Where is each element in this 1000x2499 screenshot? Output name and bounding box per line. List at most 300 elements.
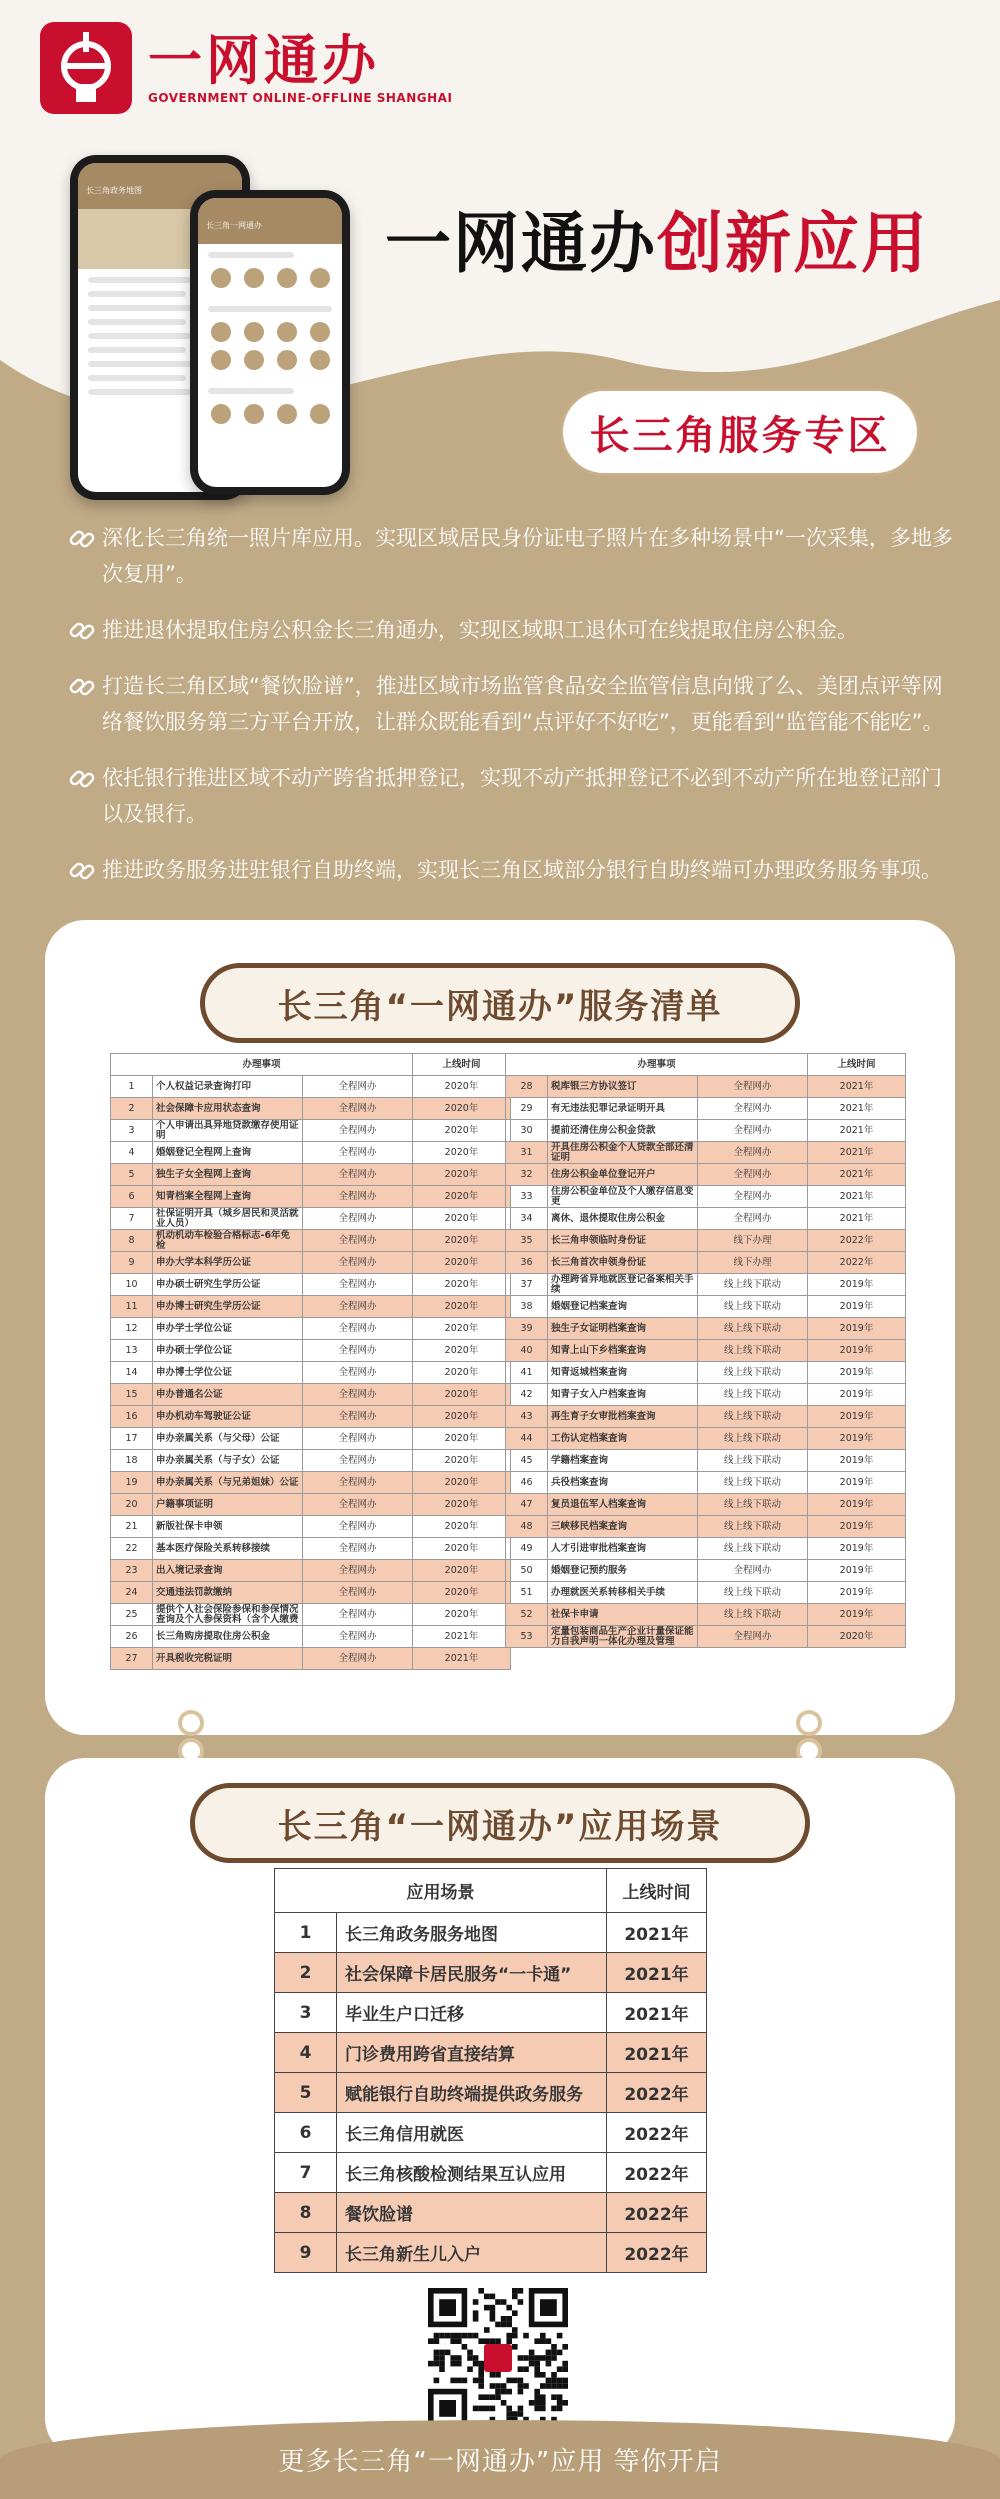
row-year: 2022年 xyxy=(808,1230,906,1252)
table-row xyxy=(275,1913,707,1953)
row-number: 38 xyxy=(506,1296,548,1318)
table-row xyxy=(111,1142,511,1164)
brand-logo xyxy=(40,22,452,114)
row-mode: 全程网办 xyxy=(698,1142,808,1164)
row-year: 2021年 xyxy=(808,1076,906,1098)
row-year: 2019年 xyxy=(808,1582,906,1604)
row-item: 申办博士研究生学历公证 xyxy=(153,1296,303,1318)
link-icon xyxy=(62,524,102,554)
row-item: 申办硕士学位公证 xyxy=(153,1340,303,1362)
row-mode: 线下办理 xyxy=(698,1230,808,1252)
row-year: 2020年 xyxy=(413,1516,511,1538)
table-row xyxy=(111,1274,511,1296)
row-mode: 线上线下联动 xyxy=(698,1296,808,1318)
table-row xyxy=(111,1582,511,1604)
row-year: 2019年 xyxy=(808,1340,906,1362)
table-row xyxy=(111,1648,511,1670)
link-icon xyxy=(62,856,102,886)
row-scene: 长三角核酸检测结果互认应用 xyxy=(337,2153,607,2193)
row-mode: 线下办理 xyxy=(698,1252,808,1274)
row-number: 31 xyxy=(506,1142,548,1164)
row-number: 10 xyxy=(111,1274,153,1296)
row-number: 19 xyxy=(111,1472,153,1494)
table-row xyxy=(506,1142,906,1164)
row-number: 8 xyxy=(111,1230,153,1252)
feature-bullets xyxy=(62,520,962,908)
row-year: 2020年 xyxy=(413,1384,511,1406)
table-row xyxy=(111,1076,511,1098)
bullet-item: 深化长三角统一照片库应用。实现区域居民身份证电子照片在多种场景中“一次采集，多地多次复用”。 xyxy=(62,520,962,592)
row-number: 28 xyxy=(506,1076,548,1098)
row-number: 30 xyxy=(506,1120,548,1142)
table-row xyxy=(506,1164,906,1186)
row-number: 4 xyxy=(275,2033,337,2073)
table-row xyxy=(506,1186,906,1208)
row-item: 交通违法罚款缴纳 xyxy=(153,1582,303,1604)
row-item: 申办亲属关系（与子女）公证 xyxy=(153,1450,303,1472)
qr-code[interactable] xyxy=(428,2288,568,2428)
row-mode: 全程网办 xyxy=(698,1120,808,1142)
row-scene: 赋能银行自助终端提供政务服务 xyxy=(337,2073,607,2113)
table-row xyxy=(506,1604,906,1626)
row-year: 2021年 xyxy=(808,1186,906,1208)
service-table-left xyxy=(110,1053,511,1670)
col-header-date: 上线时间 xyxy=(607,1869,707,1913)
table-row xyxy=(111,1318,511,1340)
row-mode: 全程网办 xyxy=(303,1538,413,1560)
row-mode: 全程网办 xyxy=(303,1164,413,1186)
row-year: 2021年 xyxy=(808,1098,906,1120)
table-row xyxy=(111,1626,511,1648)
row-year: 2020年 xyxy=(413,1076,511,1098)
row-item: 申办硕士研究生学历公证 xyxy=(153,1274,303,1296)
row-year: 2020年 xyxy=(413,1208,511,1230)
row-scene: 长三角新生儿入户 xyxy=(337,2233,607,2273)
row-year: 2020年 xyxy=(413,1142,511,1164)
row-item: 社会保障卡应用状态查询 xyxy=(153,1098,303,1120)
row-item: 开具住房公积金个人贷款全部还清证明 xyxy=(548,1142,698,1164)
table-row xyxy=(111,1230,511,1252)
footer-text: 更多长三角“一网通办”应用 等你开启 xyxy=(278,2447,722,2477)
row-number: 34 xyxy=(506,1208,548,1230)
table-row xyxy=(275,2073,707,2113)
row-item: 税库银三方协议签订 xyxy=(548,1076,698,1098)
row-number: 4 xyxy=(111,1142,153,1164)
row-year: 2019年 xyxy=(808,1516,906,1538)
table-row xyxy=(506,1340,906,1362)
row-mode: 全程网办 xyxy=(698,1560,808,1582)
row-number: 8 xyxy=(275,2193,337,2233)
row-number: 33 xyxy=(506,1186,548,1208)
table-row xyxy=(506,1582,906,1604)
row-item: 机动机动车检验合格标志-6年免检 xyxy=(153,1230,303,1252)
row-item: 申办大学本科学历公证 xyxy=(153,1252,303,1274)
row-item: 三峡移民档案查询 xyxy=(548,1516,698,1538)
table-row xyxy=(111,1252,511,1274)
row-mode: 线上线下联动 xyxy=(698,1362,808,1384)
row-mode: 线上线下联动 xyxy=(698,1384,808,1406)
row-mode: 全程网办 xyxy=(303,1384,413,1406)
row-mode: 全程网办 xyxy=(303,1582,413,1604)
link-icon xyxy=(62,616,102,646)
row-mode: 全程网办 xyxy=(303,1472,413,1494)
row-item: 开具税收完税证明 xyxy=(153,1648,303,1670)
row-mode: 全程网办 xyxy=(303,1340,413,1362)
row-year: 2022年 xyxy=(607,2233,707,2273)
row-year: 2020年 xyxy=(413,1582,511,1604)
table-row xyxy=(111,1604,511,1626)
row-year: 2021年 xyxy=(607,2033,707,2073)
row-mode: 线上线下联动 xyxy=(698,1516,808,1538)
row-year: 2020年 xyxy=(413,1428,511,1450)
row-year: 2020年 xyxy=(413,1538,511,1560)
row-mode: 全程网办 xyxy=(303,1626,413,1648)
row-year: 2019年 xyxy=(808,1560,906,1582)
row-mode: 全程网办 xyxy=(303,1274,413,1296)
phone-b-title: 长三角一网通办 xyxy=(198,198,342,244)
table-row xyxy=(111,1472,511,1494)
table-row xyxy=(111,1164,511,1186)
row-item: 兵役档案查询 xyxy=(548,1472,698,1494)
row-number: 39 xyxy=(506,1318,548,1340)
row-mode: 全程网办 xyxy=(698,1164,808,1186)
table-row xyxy=(506,1538,906,1560)
row-year: 2021年 xyxy=(808,1164,906,1186)
row-item: 住房公积金单位登记开户 xyxy=(548,1164,698,1186)
row-number: 7 xyxy=(275,2153,337,2193)
brand-name: 一网通办 xyxy=(148,29,380,92)
table-row xyxy=(275,1993,707,2033)
row-item: 婚姻登记档案查询 xyxy=(548,1296,698,1318)
row-item: 复员退伍军人档案查询 xyxy=(548,1494,698,1516)
table-row xyxy=(111,1560,511,1582)
row-number: 42 xyxy=(506,1384,548,1406)
row-item: 户籍事项证明 xyxy=(153,1494,303,1516)
phone-a-title: 长三角政务地图 xyxy=(78,163,242,209)
row-item: 个人权益记录查询打印 xyxy=(153,1076,303,1098)
row-number: 43 xyxy=(506,1406,548,1428)
row-year: 2019年 xyxy=(808,1318,906,1340)
row-item: 长三角购房提取住房公积金 xyxy=(153,1626,303,1648)
table-row xyxy=(506,1472,906,1494)
row-number: 6 xyxy=(111,1186,153,1208)
row-number: 52 xyxy=(506,1604,548,1626)
row-item: 长三角申领临时身份证 xyxy=(548,1230,698,1252)
table-row xyxy=(111,1516,511,1538)
table-row xyxy=(111,1494,511,1516)
link-icon xyxy=(62,672,102,702)
row-number: 13 xyxy=(111,1340,153,1362)
row-mode: 全程网办 xyxy=(303,1230,413,1252)
row-year: 2020年 xyxy=(413,1120,511,1142)
row-item: 新版社保卡申领 xyxy=(153,1516,303,1538)
row-item: 有无违法犯罪记录证明开具 xyxy=(548,1098,698,1120)
table-row xyxy=(506,1450,906,1472)
row-number: 5 xyxy=(111,1164,153,1186)
row-mode: 全程网办 xyxy=(303,1604,413,1626)
row-number: 47 xyxy=(506,1494,548,1516)
table-row xyxy=(111,1384,511,1406)
row-year: 2020年 xyxy=(413,1318,511,1340)
footer-bar xyxy=(0,2420,1000,2499)
row-year: 2019年 xyxy=(808,1538,906,1560)
row-mode: 全程网办 xyxy=(303,1450,413,1472)
row-year: 2020年 xyxy=(808,1626,906,1648)
row-mode: 全程网办 xyxy=(698,1076,808,1098)
table-row xyxy=(506,1208,906,1230)
row-mode: 全程网办 xyxy=(698,1208,808,1230)
col-header-scene: 应用场景 xyxy=(275,1869,607,1913)
row-item: 婚姻登记全程网上查询 xyxy=(153,1142,303,1164)
row-number: 37 xyxy=(506,1274,548,1296)
row-item: 办理跨省异地就医登记备案相关手续 xyxy=(548,1274,698,1296)
row-number: 26 xyxy=(111,1626,153,1648)
row-year: 2021年 xyxy=(808,1208,906,1230)
row-mode: 线上线下联动 xyxy=(698,1582,808,1604)
row-number: 17 xyxy=(111,1428,153,1450)
row-mode: 全程网办 xyxy=(303,1516,413,1538)
hero-title: 一网通办创新应用 xyxy=(385,205,929,282)
row-mode: 全程网办 xyxy=(303,1296,413,1318)
row-item: 申办博士学位公证 xyxy=(153,1362,303,1384)
row-number: 29 xyxy=(506,1098,548,1120)
table-row xyxy=(506,1274,906,1296)
row-number: 2 xyxy=(275,1953,337,1993)
row-mode: 全程网办 xyxy=(303,1406,413,1428)
row-item: 知青返城档案查询 xyxy=(548,1362,698,1384)
row-mode: 线上线下联动 xyxy=(698,1472,808,1494)
row-number: 36 xyxy=(506,1252,548,1274)
table-row xyxy=(506,1076,906,1098)
row-scene: 社会保障卡居民服务“一卡通” xyxy=(337,1953,607,1993)
row-year: 2021年 xyxy=(413,1626,511,1648)
row-year: 2021年 xyxy=(808,1120,906,1142)
col-header-date: 上线时间 xyxy=(413,1054,511,1076)
row-year: 2020年 xyxy=(413,1450,511,1472)
row-mode: 线上线下联动 xyxy=(698,1274,808,1296)
row-number: 50 xyxy=(506,1560,548,1582)
row-number: 20 xyxy=(111,1494,153,1516)
row-year: 2020年 xyxy=(413,1252,511,1274)
row-number: 6 xyxy=(275,2113,337,2153)
table-row xyxy=(506,1428,906,1450)
row-item: 社保卡申请 xyxy=(548,1604,698,1626)
row-year: 2020年 xyxy=(413,1406,511,1428)
bullet-item: 推进政务服务进驻银行自助终端，实现长三角区域部分银行自助终端可办理政务服务事项。 xyxy=(62,852,962,888)
row-item: 申办学士学位公证 xyxy=(153,1318,303,1340)
row-number: 45 xyxy=(506,1450,548,1472)
row-year: 2020年 xyxy=(413,1230,511,1252)
row-year: 2020年 xyxy=(413,1098,511,1120)
row-item: 离休、退休提取住房公积金 xyxy=(548,1208,698,1230)
row-mode: 全程网办 xyxy=(303,1252,413,1274)
row-number: 44 xyxy=(506,1428,548,1450)
scenario-table xyxy=(274,1868,707,2273)
link-icon xyxy=(62,764,102,794)
row-year: 2019年 xyxy=(808,1450,906,1472)
row-mode: 全程网办 xyxy=(303,1076,413,1098)
row-item: 个人申请出具异地贷款缴存使用证明 xyxy=(153,1120,303,1142)
row-year: 2019年 xyxy=(808,1362,906,1384)
row-number: 51 xyxy=(506,1582,548,1604)
row-scene: 毕业生户口迁移 xyxy=(337,1993,607,2033)
table-row xyxy=(275,2153,707,2193)
table-row xyxy=(506,1560,906,1582)
row-mode: 线上线下联动 xyxy=(698,1604,808,1626)
table-row xyxy=(275,1953,707,1993)
row-mode: 全程网办 xyxy=(303,1494,413,1516)
row-mode: 全程网办 xyxy=(698,1626,808,1648)
col-header-item: 办理事项 xyxy=(506,1054,808,1076)
row-mode: 全程网办 xyxy=(303,1648,413,1670)
row-year: 2021年 xyxy=(607,1913,707,1953)
row-number: 24 xyxy=(111,1582,153,1604)
row-item: 申办机动车驾驶证公证 xyxy=(153,1406,303,1428)
row-year: 2021年 xyxy=(808,1142,906,1164)
row-scene: 长三角信用就医 xyxy=(337,2113,607,2153)
row-item: 独生子女全程网上查询 xyxy=(153,1164,303,1186)
row-mode: 线上线下联动 xyxy=(698,1406,808,1428)
row-item: 工伤认定档案查询 xyxy=(548,1428,698,1450)
scenario-title: 长三角“一网通办”应用场景 xyxy=(190,1783,810,1863)
row-number: 16 xyxy=(111,1406,153,1428)
row-number: 35 xyxy=(506,1230,548,1252)
row-number: 18 xyxy=(111,1450,153,1472)
row-item: 知青上山下乡档案查询 xyxy=(548,1340,698,1362)
table-row xyxy=(275,2193,707,2233)
row-item: 提前还清住房公积金贷款 xyxy=(548,1120,698,1142)
row-item: 婚姻登记预约服务 xyxy=(548,1560,698,1582)
table-row xyxy=(111,1340,511,1362)
table-row xyxy=(111,1208,511,1230)
row-number: 49 xyxy=(506,1538,548,1560)
row-year: 2020年 xyxy=(413,1472,511,1494)
row-number: 14 xyxy=(111,1362,153,1384)
row-number: 3 xyxy=(111,1120,153,1142)
row-year: 2019年 xyxy=(808,1428,906,1450)
zone-badge: 长三角服务专区 xyxy=(560,388,920,476)
row-year: 2021年 xyxy=(607,1953,707,1993)
row-mode: 线上线下联动 xyxy=(698,1450,808,1472)
row-item: 再生育子女审批档案查询 xyxy=(548,1406,698,1428)
row-mode: 全程网办 xyxy=(303,1098,413,1120)
service-list-panel xyxy=(45,920,955,1735)
row-number: 11 xyxy=(111,1296,153,1318)
table-row xyxy=(506,1626,906,1648)
row-number: 46 xyxy=(506,1472,548,1494)
row-number: 12 xyxy=(111,1318,153,1340)
row-year: 2020年 xyxy=(413,1604,511,1626)
table-row xyxy=(506,1384,906,1406)
row-mode: 全程网办 xyxy=(303,1362,413,1384)
row-mode: 全程网办 xyxy=(303,1318,413,1340)
row-mode: 线上线下联动 xyxy=(698,1428,808,1450)
row-item: 住房公积金单位及个人缴存信息变更 xyxy=(548,1186,698,1208)
table-row xyxy=(506,1098,906,1120)
col-header-date: 上线时间 xyxy=(808,1054,906,1076)
row-mode: 全程网办 xyxy=(303,1560,413,1582)
row-item: 知青子女入户档案查询 xyxy=(548,1384,698,1406)
row-mode: 全程网办 xyxy=(698,1186,808,1208)
row-mode: 线上线下联动 xyxy=(698,1318,808,1340)
row-number: 41 xyxy=(506,1362,548,1384)
row-year: 2020年 xyxy=(413,1362,511,1384)
scenario-panel xyxy=(45,1758,955,2458)
table-row xyxy=(506,1296,906,1318)
row-mode: 全程网办 xyxy=(303,1186,413,1208)
row-number: 15 xyxy=(111,1384,153,1406)
table-row xyxy=(111,1098,511,1120)
row-item: 社保证明开具（城乡居民和灵活就业人员） xyxy=(153,1208,303,1230)
row-number: 1 xyxy=(275,1913,337,1953)
row-year: 2022年 xyxy=(607,2073,707,2113)
row-year: 2022年 xyxy=(808,1252,906,1274)
brand-subtitle: GOVERNMENT ONLINE-OFFLINE SHANGHAI xyxy=(148,91,453,105)
row-item: 学籍档案查询 xyxy=(548,1450,698,1472)
row-mode: 全程网办 xyxy=(698,1098,808,1120)
row-number: 48 xyxy=(506,1516,548,1538)
table-row xyxy=(111,1406,511,1428)
service-table-right xyxy=(505,1053,906,1648)
row-number: 23 xyxy=(111,1560,153,1582)
row-number: 21 xyxy=(111,1516,153,1538)
row-item: 独生子女证明档案查询 xyxy=(548,1318,698,1340)
row-year: 2019年 xyxy=(808,1274,906,1296)
row-year: 2019年 xyxy=(808,1384,906,1406)
row-number: 2 xyxy=(111,1098,153,1120)
row-item: 申办普通名公证 xyxy=(153,1384,303,1406)
row-year: 2019年 xyxy=(808,1472,906,1494)
table-row xyxy=(506,1516,906,1538)
row-scene: 长三角政务服务地图 xyxy=(337,1913,607,1953)
row-number: 53 xyxy=(506,1626,548,1648)
row-year: 2020年 xyxy=(413,1560,511,1582)
row-item: 定量包装商品生产企业计量保证能力自我声明一体化办理及管理 xyxy=(548,1626,698,1648)
row-number: 22 xyxy=(111,1538,153,1560)
row-year: 2021年 xyxy=(413,1648,511,1670)
row-scene: 餐饮脸谱 xyxy=(337,2193,607,2233)
table-row xyxy=(111,1362,511,1384)
table-row xyxy=(506,1252,906,1274)
row-number: 40 xyxy=(506,1340,548,1362)
row-mode: 线上线下联动 xyxy=(698,1494,808,1516)
table-row xyxy=(275,2233,707,2273)
row-year: 2020年 xyxy=(413,1340,511,1362)
table-row xyxy=(275,2113,707,2153)
row-year: 2022年 xyxy=(607,2153,707,2193)
row-mode: 全程网办 xyxy=(303,1120,413,1142)
row-year: 2020年 xyxy=(413,1186,511,1208)
row-mode: 全程网办 xyxy=(303,1142,413,1164)
table-row xyxy=(506,1318,906,1340)
row-item: 基本医疗保险关系转移接续 xyxy=(153,1538,303,1560)
row-mode: 全程网办 xyxy=(303,1208,413,1230)
table-row xyxy=(506,1120,906,1142)
row-year: 2020年 xyxy=(413,1494,511,1516)
table-row xyxy=(111,1120,511,1142)
row-item: 提供个人社会保险参保和参保情况查询及个人参保资料（含个人缴费 xyxy=(153,1604,303,1626)
row-number: 25 xyxy=(111,1604,153,1626)
row-mode: 线上线下联动 xyxy=(698,1538,808,1560)
row-year: 2019年 xyxy=(808,1494,906,1516)
table-row xyxy=(506,1494,906,1516)
row-item: 人才引进审批档案查询 xyxy=(548,1538,698,1560)
row-year: 2020年 xyxy=(413,1274,511,1296)
table-row xyxy=(506,1362,906,1384)
row-scene: 门诊费用跨省直接结算 xyxy=(337,2033,607,2073)
row-year: 2021年 xyxy=(607,1993,707,2033)
row-year: 2019年 xyxy=(808,1296,906,1318)
